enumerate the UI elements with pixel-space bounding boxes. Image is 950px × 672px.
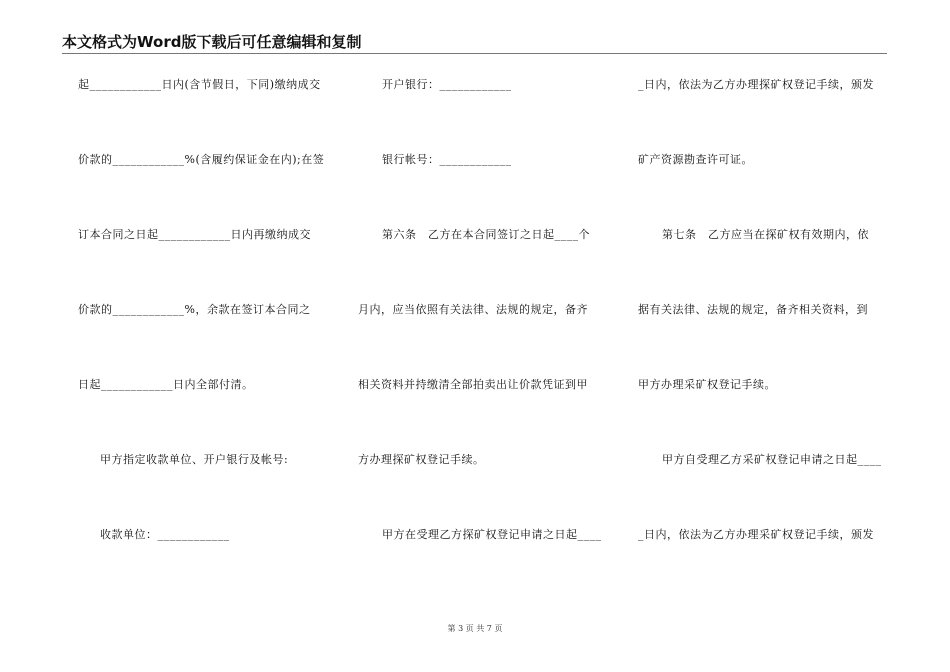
text-line: _日内，依法为乙方办理采矿权登记手续，颁发 bbox=[638, 528, 874, 541]
text-line: 银行帐号：____________ bbox=[382, 153, 512, 166]
text-line: 日起____________日内全部付清。 bbox=[78, 378, 254, 391]
text-line: 第六条 乙方在本合同签订之日起____个 bbox=[382, 228, 590, 241]
text-line: 开户银行：____________ bbox=[382, 78, 512, 91]
text-line: 价款的____________%(含履约保证金在内);在签 bbox=[78, 153, 325, 166]
text-line: _日内，依法为乙方办理探矿权登记手续，颁发 bbox=[638, 78, 874, 91]
page-number: 第 3 页 共 7 页 bbox=[447, 624, 503, 633]
text-line: 月内，应当依照有关法律、法规的规定，备齐 bbox=[358, 303, 588, 316]
text-line: 相关资料并持缴清全部拍卖出让价款凭证到甲 bbox=[358, 378, 588, 391]
text-line: 价款的____________%，余款在签订本合同之 bbox=[78, 303, 311, 316]
text-line: 甲方在受理乙方探矿权登记申请之日起____ bbox=[382, 528, 602, 541]
text-line: 收款单位：____________ bbox=[100, 528, 230, 541]
text-line: 第七条 乙方应当在探矿权有效期内，依 bbox=[662, 228, 869, 241]
text-line: 甲方自受理乙方采矿权登记申请之日起____ bbox=[662, 453, 882, 466]
text-line: 订本合同之日起____________日内再缴纳成交 bbox=[78, 228, 311, 241]
text-line: 方办理探矿权登记手续。 bbox=[358, 453, 485, 466]
text-line: 据有关法律、法规的规定，备齐相关资料，到 bbox=[638, 303, 868, 316]
text-line: 甲方指定收款单位、开户银行及帐号: bbox=[100, 453, 289, 466]
text-line: 甲方办理采矿权登记手续。 bbox=[638, 378, 776, 391]
header-divider bbox=[62, 53, 887, 54]
text-line: 起____________日内(含节假日，下同)缴纳成交 bbox=[78, 78, 321, 91]
text-line: 矿产资源勘查许可证。 bbox=[638, 153, 753, 166]
page-header-title: 本文格式为Word版下载后可任意编辑和复制 bbox=[62, 33, 362, 51]
